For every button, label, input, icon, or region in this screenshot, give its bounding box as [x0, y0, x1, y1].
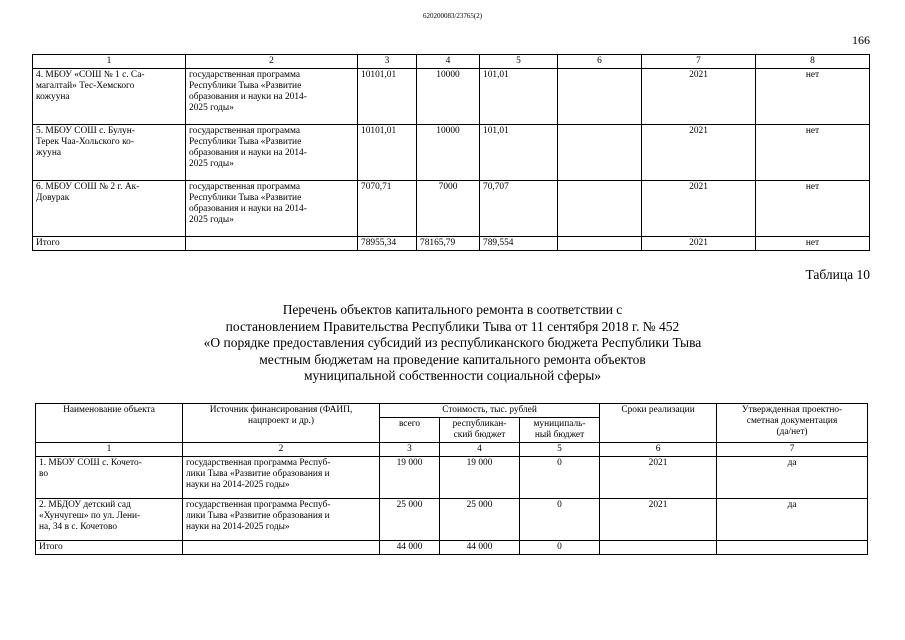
continuation-table — [32, 54, 870, 251]
funding-source-cell: государственная программа Республики Тыва «Развитие образования и науки на 2014- 2025 годы» — [186, 69, 358, 125]
table-label: Таблица 10 — [805, 267, 870, 282]
funding-source-cell — [183, 541, 380, 555]
municipal-budget-cell: 0 — [520, 499, 600, 541]
value-cell: 70,707 — [480, 181, 558, 237]
header-republic-budget: республикан- ский бюджет — [440, 418, 520, 443]
object-name-cell: 1. МБОУ СОШ с. Кочето- во — [36, 457, 183, 499]
table-row — [33, 181, 870, 237]
value-cell — [558, 125, 642, 181]
funding-source-cell: государственная программа Республики Тыва «Развитие образования и науки на 2014- 2025 годы» — [186, 181, 358, 237]
total-value: 0 — [520, 541, 600, 555]
title-line: «О порядке предоставления субсидий из республиканского бюджета Республики Тыва — [203, 335, 702, 350]
docs-cell: нет — [756, 237, 870, 251]
table-row — [33, 125, 870, 181]
title-line: постановлением Правительства Республики Тыва от 11 сентября 2018 г. № 452 — [225, 318, 680, 334]
total-value: 44 000 — [440, 541, 520, 555]
value-cell: 10000 — [417, 125, 480, 181]
value-cell: 101,01 — [480, 125, 558, 181]
column-number: 5 — [520, 443, 600, 457]
year-cell: 2021 — [642, 237, 756, 251]
page-number: 166 — [852, 33, 870, 47]
total-row — [36, 541, 868, 555]
column-number-row — [33, 55, 870, 69]
title-line: муниципальной собственности социальной сферы» — [303, 368, 602, 383]
header-funding-source: Источник финансирования (ФАИП, нацпроект и др.) — [183, 404, 380, 443]
header-docs: Утвержденная проектно- сметная документация (да/нет) — [717, 404, 868, 443]
object-name-cell: 5. МБОУ СОШ с. Булун- Терек Чаа-Хольского ко- жууна — [33, 125, 186, 181]
object-name-cell: 2. МБДОУ детский сад «Хунчугеш» по ул. Лени- на, 34 в с. Кочетово — [36, 499, 183, 541]
table-row — [36, 499, 868, 541]
value-cell — [558, 181, 642, 237]
funding-source-cell: государственная программа Респуб- лики Тыва «Развитие образования и науки на 2014-2025 годы» — [183, 499, 380, 541]
table-row — [36, 457, 868, 499]
column-number: 6 — [558, 55, 642, 69]
header-object-name: Наименование объекта — [36, 404, 183, 443]
period-cell: 2021 — [600, 499, 717, 541]
header-cost: Стоимость, тыс. рублей — [380, 404, 600, 418]
column-number: 7 — [717, 443, 868, 457]
value-cell: 10101,01 — [358, 69, 417, 125]
year-cell: 2021 — [642, 69, 756, 125]
title-line: Перечень объектов капитального ремонта в соответствии с — [282, 302, 623, 317]
total-label: Итого — [33, 237, 186, 251]
docs-cell: нет — [756, 125, 870, 181]
column-number: 4 — [417, 55, 480, 69]
docs-cell — [717, 541, 868, 555]
value-cell: 7000 — [417, 181, 480, 237]
total-cost-cell: 25 000 — [380, 499, 440, 541]
column-number: 3 — [380, 443, 440, 457]
column-number: 2 — [186, 55, 358, 69]
total-label: Итого — [36, 541, 183, 555]
capital-repair-table — [35, 403, 868, 555]
funding-source-cell: государственная программа Республики Тыва «Развитие образования и науки на 2014- 2025 годы» — [186, 125, 358, 181]
column-number: 5 — [480, 55, 558, 69]
value-cell — [558, 69, 642, 125]
object-name-cell: 6. МБОУ СОШ № 2 г. Ак- Довурак — [33, 181, 186, 237]
table-row — [33, 69, 870, 125]
value-cell: 101,01 — [480, 69, 558, 125]
total-value: 44 000 — [380, 541, 440, 555]
table-title — [0, 302, 905, 385]
total-value: 78165,79 — [417, 237, 480, 251]
municipal-budget-cell: 0 — [520, 457, 600, 499]
object-name-cell: 4. МБОУ «СОШ № 1 с. Са- магалтай» Тес-Хемского кожууна — [33, 69, 186, 125]
total-value: 789,554 — [480, 237, 558, 251]
header-total: всего — [380, 418, 440, 443]
docs-cell: нет — [756, 69, 870, 125]
document-code: 620200083/23765(2) — [422, 12, 483, 20]
title-line: местным бюджетам на проведение капитального ремонта объектов — [259, 351, 646, 367]
column-number-row — [36, 443, 868, 457]
value-cell: 7070,71 — [358, 181, 417, 237]
republic-budget-cell: 25 000 — [440, 499, 520, 541]
column-number: 7 — [642, 55, 756, 69]
column-number: 6 — [600, 443, 717, 457]
docs-cell: да — [717, 499, 868, 541]
funding-source-cell: государственная программа Респуб- лики Тыва «Развитие образования и науки на 2014-2025 годы» — [183, 457, 380, 499]
year-cell: 2021 — [642, 125, 756, 181]
republic-budget-cell: 19 000 — [440, 457, 520, 499]
period-cell — [600, 541, 717, 555]
header-period: Сроки реализации — [600, 404, 717, 443]
total-value: 78955,34 — [358, 237, 417, 251]
column-number: 3 — [358, 55, 417, 69]
header-row — [36, 404, 868, 418]
column-number: 1 — [33, 55, 186, 69]
docs-cell: нет — [756, 181, 870, 237]
column-number: 1 — [36, 443, 183, 457]
value-cell — [186, 237, 358, 251]
total-row — [33, 237, 870, 251]
year-cell: 2021 — [642, 181, 756, 237]
value-cell: 10101,01 — [358, 125, 417, 181]
docs-cell: да — [717, 457, 868, 499]
header-municipal-budget: муниципаль- ный бюджет — [520, 418, 600, 443]
value-cell: 10000 — [417, 69, 480, 125]
period-cell: 2021 — [600, 457, 717, 499]
column-number: 2 — [183, 443, 380, 457]
column-number: 8 — [756, 55, 870, 69]
column-number: 4 — [440, 443, 520, 457]
total-cost-cell: 19 000 — [380, 457, 440, 499]
value-cell — [558, 237, 642, 251]
